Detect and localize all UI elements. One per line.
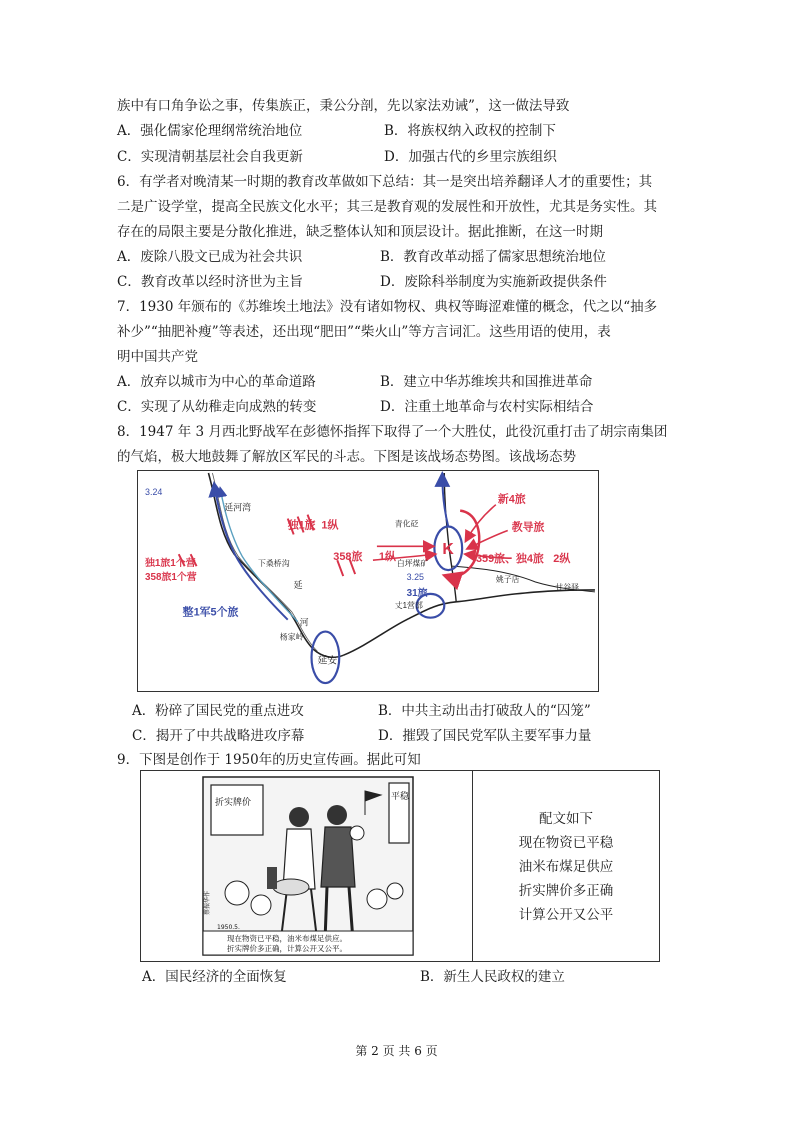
q8-option-a[interactable]: A．粉碎了国民党的重点进攻 bbox=[132, 703, 304, 719]
q7-option-d[interactable]: D．注重土地革命与农村实际相结合 bbox=[380, 399, 594, 415]
map-label-yangjialing: 杨家岭 bbox=[279, 632, 304, 642]
q6-option-c[interactable]: C．教育改革以经时济世为主旨 bbox=[117, 274, 303, 290]
caption-line-2: 油米布煤足供应 bbox=[518, 859, 614, 875]
map-label-qinghuabian: 青化砭 bbox=[394, 519, 419, 529]
q5-option-a[interactable]: A．强化儒家伦理纲常统治地位 bbox=[117, 123, 303, 139]
map-label-zheng1: 整1军5个旅 bbox=[182, 606, 239, 619]
map-label-b358ying: 358旅1个营 bbox=[145, 572, 197, 584]
q7-option-a[interactable]: A．放弃以城市为中心的革命道路 bbox=[117, 374, 316, 390]
map-label-baipingmei: 白坪煤矿 bbox=[396, 559, 429, 569]
caption-line-3: 折实牌价多正确 bbox=[518, 883, 614, 899]
map-label-ganguyi: 甘谷驿 bbox=[555, 582, 580, 592]
caption-title: 配文如下 bbox=[539, 811, 593, 827]
q7-stem-line-2: 补少”“抽肥补瘦”等表述，还出现“肥田”“柴火山”等方言词汇。这些用语的使用，表 bbox=[117, 324, 611, 340]
poster-signature: 蔡振华作 bbox=[204, 890, 211, 915]
map-label-z1: 1纵 bbox=[378, 551, 396, 564]
q7-option-c[interactable]: C．实现了从幼稚走向成熟的转变 bbox=[117, 399, 317, 415]
q9-option-b[interactable]: B．新生人民政权的建立 bbox=[420, 969, 565, 985]
q5-option-c[interactable]: C．实现清朝基层社会自我更新 bbox=[117, 149, 303, 165]
q7-option-b[interactable]: B．建立中华苏维埃共和国推进革命 bbox=[380, 374, 593, 390]
map-label-z2: 2纵 bbox=[553, 553, 571, 566]
q5-stem-line: 族中有口角争讼之事，传集族正，秉公分剖，先以家法劝诫”，这一做法导致 bbox=[117, 98, 570, 114]
map-label-yanhewan: 延河湾 bbox=[224, 502, 252, 513]
page-footer: 第 2 页 共 6 页 bbox=[355, 1044, 438, 1058]
map-label-xiaduiqiao: 下桑桥沟 bbox=[258, 559, 290, 569]
battle-situation-map bbox=[137, 470, 599, 692]
poster-caption-line-1: 现在物资已平稳，油米布煤足供应。 bbox=[227, 934, 347, 943]
map-label-b31: 31旅 bbox=[406, 587, 428, 599]
pla-arrow-xin4 bbox=[466, 505, 496, 541]
map-label-he: 河 bbox=[299, 617, 309, 628]
q8-option-b[interactable]: B．中共主动出击打破敌人的“囚笼” bbox=[378, 703, 591, 719]
poster-caption-line-2: 折实牌价多正确，计算公开又公平。 bbox=[227, 944, 347, 953]
map-label-b359: 359旅、独4旅 bbox=[476, 553, 544, 566]
q9-option-a[interactable]: A．国民经济的全面恢复 bbox=[142, 969, 287, 985]
poster-table bbox=[140, 770, 660, 962]
q6-option-d[interactable]: D．废除科举制度为实施新政提供条件 bbox=[380, 274, 607, 290]
map-k-marker: K bbox=[442, 541, 454, 559]
map-label-xin4: 新4旅 bbox=[497, 493, 526, 506]
q7-stem-line-1: 7．1930 年颁布的《苏维埃土地法》没有诸如物权、典权等晦涩难懂的概念，代之以“抽多 bbox=[117, 299, 658, 315]
battle-map-svg bbox=[138, 471, 598, 691]
poster-date: 1950.5. bbox=[217, 924, 240, 931]
pla-arrow-jiaodao bbox=[468, 530, 508, 548]
q9-stem-line: 9．下图是创作于 1950年的历史宣传画。据此可知 bbox=[117, 752, 421, 768]
map-label-yanan: 延安 bbox=[317, 655, 338, 667]
q5-option-d[interactable]: D．加强古代的乡里宗族组织 bbox=[384, 149, 557, 165]
poster-cell bbox=[141, 771, 473, 961]
caption-cell bbox=[473, 771, 659, 961]
poster-sign-top: 平稳 bbox=[391, 792, 410, 802]
caption-line-1: 现在物资已平稳 bbox=[518, 835, 614, 851]
map-label-yan: 延 bbox=[293, 579, 303, 590]
q7-stem-line-3: 明中国共产党 bbox=[117, 349, 198, 365]
map-label-du1: 独1旅 bbox=[287, 519, 316, 532]
q8-option-c[interactable]: C．揭开了中共战略进攻序幕 bbox=[132, 728, 305, 744]
q6-stem-line-1: 6．有学者对晚清某一时期的教育改革做如下总结：其一是突出培养翻译人才的重要性；其 bbox=[117, 174, 653, 190]
propaganda-poster bbox=[141, 771, 473, 961]
map-label-jiukoulu: 丈1营部 bbox=[394, 600, 423, 610]
road-line-east bbox=[343, 590, 595, 655]
map-label-zong1: 1纵 bbox=[321, 519, 339, 532]
q6-stem-line-3: 存在的局限主要是分散化推进，缺乏整体认知和顶层设计。据此推断，在这一时期 bbox=[117, 224, 603, 240]
map-label-d325: 3.25 bbox=[406, 572, 424, 583]
map-label-d324: 3.24 bbox=[145, 486, 163, 497]
q6-option-a[interactable]: A．废除八股文已成为社会共识 bbox=[117, 249, 303, 265]
poster-sign-board: 折实牌价 bbox=[215, 798, 252, 808]
caption-line-4: 计算公开又公平 bbox=[518, 907, 614, 923]
q6-option-b[interactable]: B．教育改革动摇了儒家思想统治地位 bbox=[380, 249, 606, 265]
map-label-yaozidian: 姚子店 bbox=[495, 574, 520, 584]
q6-stem-line-2: 二是广设学堂，提高全民族文化水平；其三是教育观的发展性和开放性，尤其是务实性。其 bbox=[117, 199, 657, 215]
q5-option-b[interactable]: B．将族权纳入政权的控制下 bbox=[384, 123, 556, 139]
map-label-jiaodao: 教导旅 bbox=[511, 521, 545, 534]
map-label-du1ying: 独1旅1个营 bbox=[145, 558, 196, 570]
map-label-b358: 358旅 bbox=[333, 551, 363, 564]
q8-stem-line-2: 的气焰，极大地鼓舞了解放区军民的斗志。下图是该战场态势图。该战场态势 bbox=[117, 449, 576, 465]
q8-option-d[interactable]: D．摧毁了国民党军队主要军事力量 bbox=[378, 728, 592, 744]
q8-stem-line-1: 8．1947 年 3 月西北野战军在彭德怀指挥下取得了一个大胜仗，此役沉重打击了胡宗南集团 bbox=[117, 424, 668, 440]
road-line-north bbox=[444, 473, 456, 602]
